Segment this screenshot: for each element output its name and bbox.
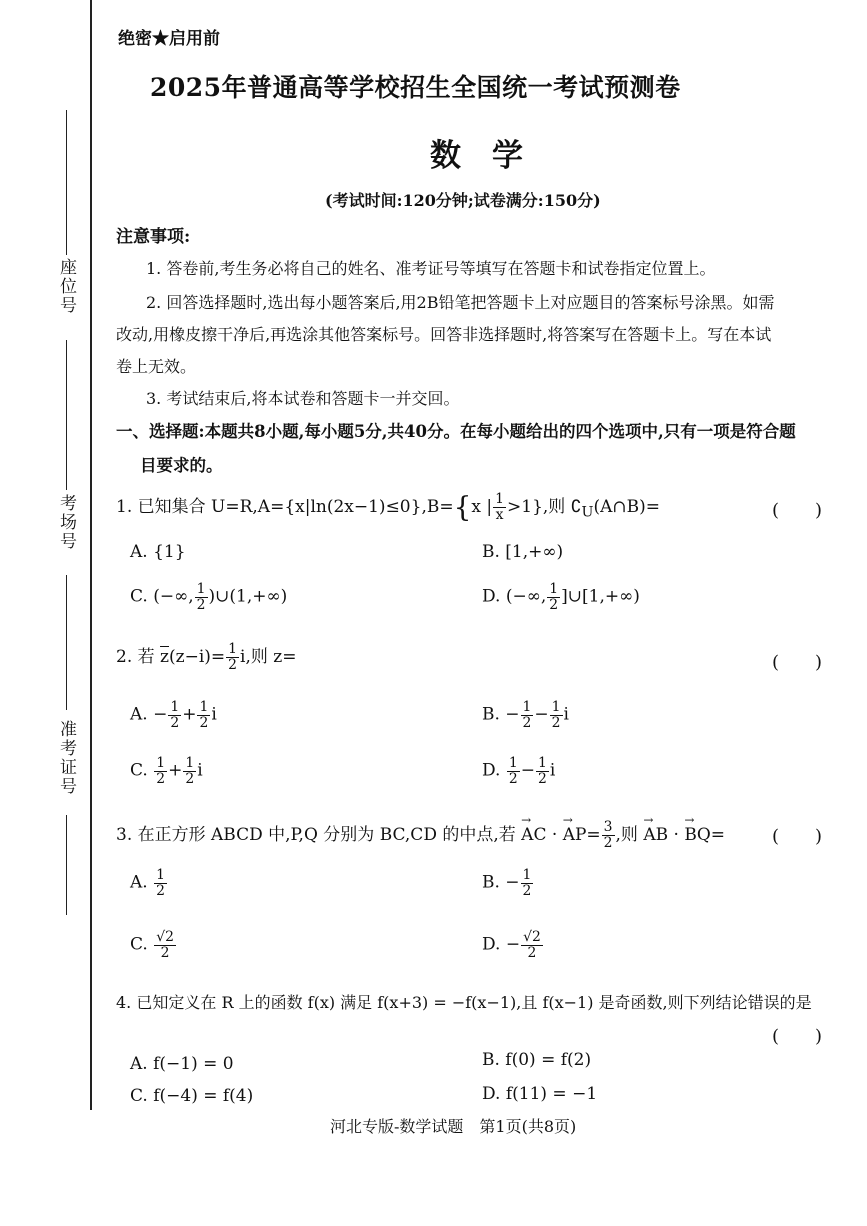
note-2-cont-2: 卷上无效。 <box>116 357 197 376</box>
vector-ab: → AB <box>643 825 668 845</box>
q1-option-d: D. (−∞, $\frac{1}{2}$ ]∪[1,+∞) <box>482 581 640 613</box>
question-4: 4. 已知定义在 R 上的函数 f(x) 满足 f(x+3) = −f(x−1),且 f(x−1) 是奇函数,则下列结论错误的是 <box>116 993 812 1012</box>
question-1: 1. 已知集合 U=R,A={x|ln(2x−1)≤0},B={x | $\frac{1}{x}$ >1},则 $∁_U(A\cap B)=$ <box>116 490 660 524</box>
confidential-mark: 绝密★启用前 <box>118 29 220 49</box>
q3-option-c: C. $\frac{√2}{2}$ <box>130 929 174 961</box>
ticket-blank-line <box>66 575 67 710</box>
exam-room-label: 考场号 <box>56 494 76 551</box>
q3-option-a: A. $\frac{1}{2}$ <box>130 867 165 899</box>
q1-fraction: $\frac{1}{x}$ <box>495 491 505 523</box>
q3-option-b: B. − $\frac{1}{2}$ <box>482 867 532 899</box>
q2-answer-blank: ( ) <box>772 652 823 673</box>
note-2: 2. 回答选择题时,选出每小题答案后,用2B铅笔把答题卡上对应题目的答案标号涂黑。如需 <box>146 293 775 312</box>
exam-info: (考试时间:120分钟;试卷满分:150分) <box>325 191 601 210</box>
exam-title: 2025年普通高等学校招生全国统一考试预测卷 <box>150 73 681 102</box>
binding-line <box>90 0 92 1110</box>
notes-heading: 注意事项: <box>116 227 191 247</box>
q1-option-c: C. (−∞, $\frac{1}{2}$ )∪(1,+∞) <box>130 581 288 613</box>
q1-c-fraction: $\frac{1}{2}$ <box>196 581 206 613</box>
vector-ap: → AP <box>563 825 587 845</box>
vector-ac: → AC <box>521 825 546 845</box>
question-2: 2. 若 $\overline{z}(z-i)=$ $\frac{1}{2}$ i,则 z= <box>116 641 297 673</box>
page-footer: 河北专版-数学试题 第1页(共8页) <box>330 1117 577 1136</box>
vector-bq: → BQ <box>684 825 710 845</box>
q1-option-a: A. {1} <box>130 542 186 562</box>
room-blank-line <box>66 340 67 490</box>
z-conjugate: $\overline{z}$ <box>160 647 169 667</box>
q1-set-tail: >1},则 ∁ <box>507 497 582 517</box>
note-3: 3. 考试结束后,将本试卷和答题卡一并交回。 <box>146 389 460 408</box>
seat-blank-line <box>66 110 67 255</box>
q1-option-b: B. [1,+∞) <box>482 542 564 562</box>
q2-option-d: D. $\frac{1}{2}$ − $\frac{1}{2}$ i <box>482 755 556 787</box>
q2-option-a: A. − $\frac{1}{2}$ + $\frac{1}{2}$ i <box>130 699 217 731</box>
q1-brace: { <box>453 490 472 524</box>
q4-option-d: D. f(11) = −1 <box>482 1084 598 1104</box>
subject-title: 数 学 <box>430 138 523 174</box>
q4-option-c: C. f(−4) = f(4) <box>130 1086 254 1106</box>
q2-option-b: B. − $\frac{1}{2}$ − $\frac{1}{2}$ i <box>482 699 569 731</box>
q1-x: x | <box>471 497 493 517</box>
q2-option-c: C. $\frac{1}{2}$ + $\frac{1}{2}$ i <box>130 755 203 787</box>
q1-tail: (A∩B)= <box>593 497 660 517</box>
question-3: 3. 在正方形 ABCD 中,P,Q 分别为 BC,CD 的中点,若 → AC · → AP= $\frac{3}{2}$ ,则 → AB · → BQ= <box>116 820 725 851</box>
q1-stem: 1. 已知集合 U=R,A={x|ln(2x−1)≤0},B= <box>116 497 454 517</box>
ticket-blank-line-2 <box>66 815 67 915</box>
note-2-cont: 改动,用橡皮擦干净后,再选涂其他答案标号。回答非选择题时,将答案写在答题卡上。写在本试 <box>116 325 772 344</box>
note-1: 1. 答卷前,考生务必将自己的姓名、准考证号等填写在答题卡和试卷指定位置上。 <box>146 259 716 278</box>
section-1-heading-cont: 目要求的。 <box>140 456 223 475</box>
q3-option-d: D. − $\frac{√2}{2}$ <box>482 929 541 961</box>
q4-answer-blank: ( ) <box>772 1026 823 1047</box>
q4-option-b: B. f(0) = f(2) <box>482 1050 592 1070</box>
q1-answer-blank: ( ) <box>772 500 823 521</box>
seat-number-label: 座位号 <box>56 258 76 315</box>
q1-d-fraction: $\frac{1}{2}$ <box>549 581 559 613</box>
q2-rhs-fraction: $\frac{1}{2}$ <box>228 641 238 673</box>
ticket-number-label: 准考证号 <box>56 720 76 796</box>
q4-option-a: A. f(−1) = 0 <box>130 1054 234 1074</box>
section-1-heading: 一、选择题:本题共8小题,每小题5分,共40分。在每小题给出的四个选项中,只有一项是符合题 <box>116 422 796 441</box>
q3-answer-blank: ( ) <box>772 826 823 847</box>
